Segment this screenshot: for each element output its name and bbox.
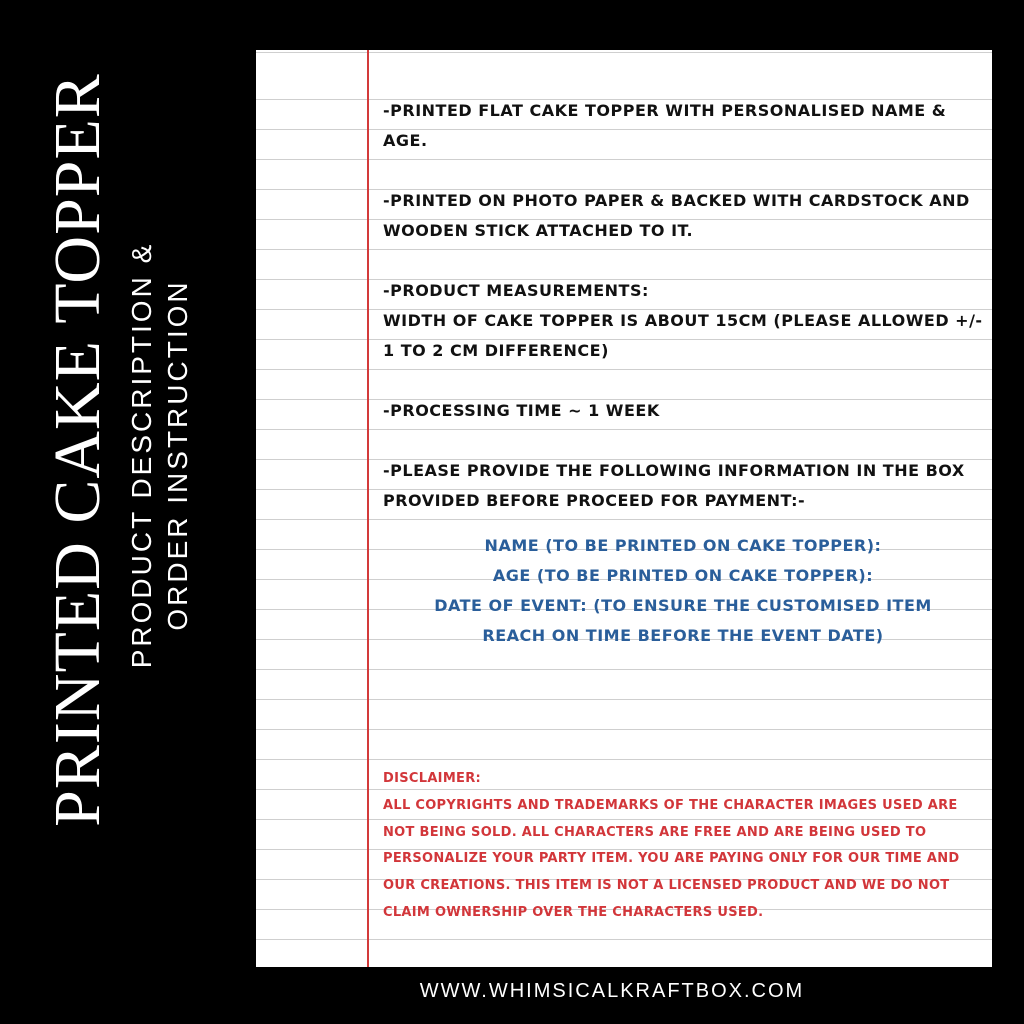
margin-line: [367, 50, 369, 967]
side-subtitle-line-1: PRODUCT DESCRIPTION &: [126, 241, 157, 669]
side-subtitle: [124, 242, 196, 669]
disclaimer: [383, 766, 978, 927]
paragraph-instructions: -PLEASE PROVIDE THE FOLLOWING INFORMATION IN THE BOX PROVIDED BEFORE PROCEED FOR PAYMENT:-: [383, 461, 965, 510]
lined-paper: [256, 50, 992, 967]
paragraph-processing-time: -PROCESSING TIME ~ 1 WEEK: [383, 401, 660, 420]
info-age: AGE (TO BE PRINTED ON CAKE TOPPER):: [492, 566, 874, 585]
side-title: PRINTED CAKE TOPPER: [41, 73, 114, 827]
info-name: NAME (TO BE PRINTED ON CAKE TOPPER):: [484, 536, 882, 555]
paragraph-measurements-title: -PRODUCT MEASUREMENTS:: [383, 281, 649, 300]
paragraph-printing: -PRINTED ON PHOTO PAPER & BACKED WITH CARDSTOCK AND WOODEN STICK ATTACHED TO IT.: [383, 191, 970, 240]
disclaimer-text: ALL COPYRIGHTS AND TRADEMARKS OF THE CHARACTER IMAGES USED ARE NOT BEING SOLD. ALL CHARACTERS ARE FREE AND ARE BEING USED TO PERSONALIZE YOUR PARTY ITEM. YOU ARE PAYING ONLY FOR OUR TIME AND OUR CREATIONS. THIS ITEM IS NOT A LICENSED PRODUCT AND WE DO NOT CLAIM OWNERSHIP OVER THE CHARACTERS USED.: [383, 797, 960, 920]
paragraph-measurements: WIDTH OF CAKE TOPPER IS ABOUT 15CM (PLEASE ALLOWED +/- 1 TO 2 CM DIFFERENCE): [383, 311, 983, 360]
info-date-of-event: DATE OF EVENT: (TO ENSURE THE CUSTOMISED ITEM: [434, 596, 932, 615]
info-date-of-event-cont: REACH ON TIME BEFORE THE EVENT DATE): [482, 626, 884, 645]
side-subtitle-line-2: ORDER INSTRUCTION: [162, 279, 193, 631]
order-info-list: [383, 531, 983, 651]
website-url: WWW.WHIMSICALKRAFTBOX.COM: [419, 980, 805, 1002]
disclaimer-title: DISCLAIMER:: [383, 771, 482, 786]
paragraph-product: -PRINTED FLAT CAKE TOPPER WITH PERSONALISED NAME & AGE.: [383, 101, 947, 150]
description-content: [383, 96, 983, 651]
